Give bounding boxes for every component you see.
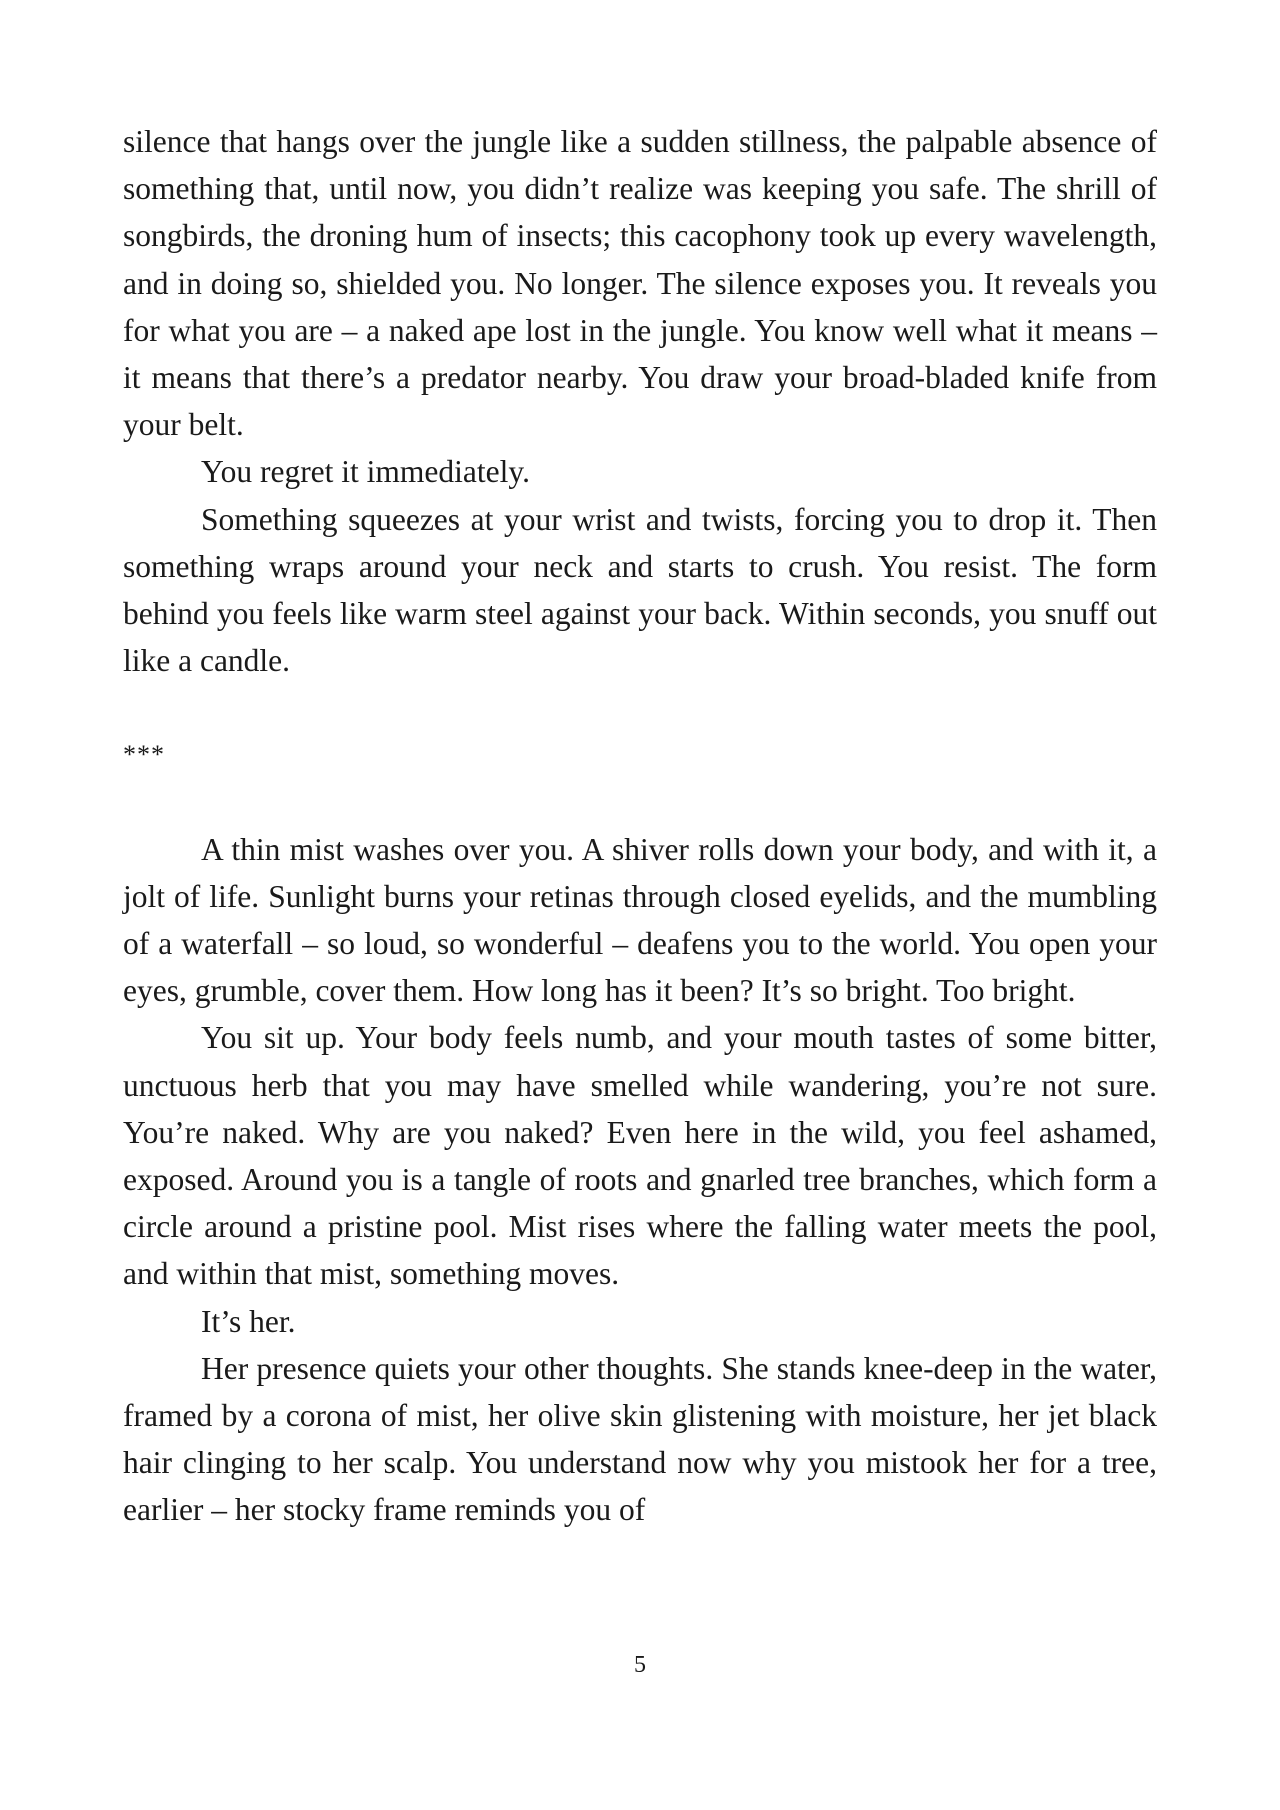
paragraph: You sit up. Your body feels numb, and your mouth tastes of some bitter, unctuous herb that you may have smelled while wandering, you’re not sure. You’re naked. Why are you naked? Even here in the wild, you feel ashamed, exposed. Around you is a tangle of roots and gnarled tree branches, which form a circle around a pristine pool. Mist rises where the falling water meets the pool, and within that mist, something moves. (123, 1020, 1157, 1292)
paragraph: Something squeezes at your wrist and twists, forcing you to drop it. Then something wraps around your neck and starts to crush. You resist. The form behind you feels like warm steel against your back. Within seconds, you snuff out like a candle. (123, 501, 1157, 679)
page-body (123, 118, 1157, 1534)
scene-break: *** (123, 740, 165, 770)
paragraph-continued: silence that hangs over the jungle like a sudden stillness, the palpable absence of something that, until now, you didn’t realize was keeping you safe. The shrill of songbirds, the droning hum of insects; this cacophony took up every wavelength, and in doing so, shielded you. No longer. The silence exposes you. It reveals you for what you are – a naked ape lost in the jungle. You know well what it means – it means that there’s a predator nearby. You draw your broad-bladed knife from your belt. (123, 124, 1157, 443)
paragraph: A thin mist washes over you. A shiver rolls down your body, and with it, a jolt of life. Sunlight burns your retinas through closed eyelids, and the mumbling of a waterfall – so loud, so wonderful – deafens you to the world. You open your eyes, grumble, cover them. How long has it been? It’s so bright. Too bright. (123, 831, 1157, 1009)
paragraph: You regret it immediately. (201, 454, 530, 490)
paragraph: It’s her. (201, 1303, 296, 1339)
page-number: 5 (634, 1652, 646, 1678)
paragraph: Her presence quiets your other thoughts. She stands knee-deep in the water, framed by a corona of mist, her olive skin glistening with moisture, her jet black hair clinging to her scalp. You understand now why you mistook her for a tree, earlier – her stocky frame reminds you of (123, 1350, 1157, 1528)
